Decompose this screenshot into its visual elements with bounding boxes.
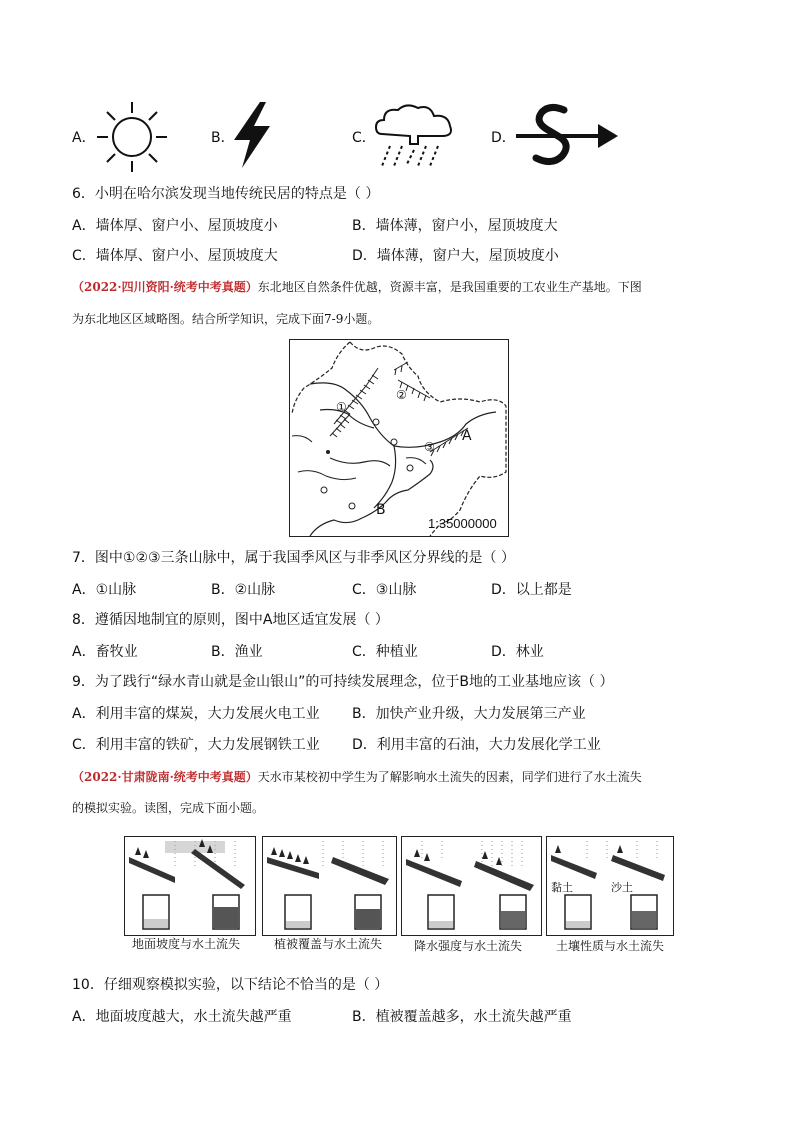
slope-experiment-drawing — [125, 837, 255, 935]
q8-stem: 8．遵循因地制宜的原则，图中A地区适宜发展（ ） — [72, 612, 389, 628]
soil-label-sand: 沙土 — [611, 881, 633, 894]
experiment-panel-rainfall — [401, 836, 542, 936]
intro1-line2: 为东北地区区域略图。结合所学知识，完成下面7-9小题。 — [72, 312, 380, 326]
caption-slope: 地面坡度与水土流失 — [132, 937, 241, 951]
intro2-text1: 天水市某校初中学生为了解影响水土流失的因素，同学们进行了水土流失 — [257, 770, 642, 784]
q6-option-b[interactable]: B．墙体薄，窗户小，屋顶坡度大 — [352, 218, 558, 234]
q7-option-c[interactable]: C．③山脉 — [352, 582, 417, 598]
q9-option-d[interactable]: D．利用丰富的石油，大力发展化学工业 — [352, 737, 601, 753]
symbol-label-c: C． — [352, 130, 376, 146]
rain-cloud-icon — [372, 100, 466, 170]
caption-vegetation: 植被覆盖与水土流失 — [274, 937, 383, 951]
map-marker-1: ① — [336, 400, 347, 414]
q7-option-a[interactable]: A．①山脉 — [72, 582, 137, 598]
experiment-panel-soil — [546, 836, 674, 936]
experiment-panel-vegetation — [262, 836, 397, 936]
q8-option-b[interactable]: B．渔业 — [211, 644, 263, 660]
experiment-panel-slope — [124, 836, 256, 936]
intro2-line2: 的模拟实验。读图，完成下面小题。 — [72, 801, 265, 815]
q8-option-a[interactable]: A．畜牧业 — [72, 644, 138, 660]
map-label-b: B — [376, 502, 386, 518]
caption-rainfall: 降水强度与水土流失 — [414, 939, 523, 953]
q6-option-d[interactable]: D．墙体薄，窗户大，屋顶坡度小 — [352, 248, 559, 264]
sandstorm-icon — [514, 100, 620, 172]
intro1-text1: 东北地区自然条件优越，资源丰富，是我国重要的工农业生产基地。下图 — [257, 280, 642, 294]
sun-icon — [92, 98, 172, 176]
intro2-source: （2022·甘肃陇南·统考中考真题） — [72, 770, 258, 784]
rainfall-experiment-drawing — [402, 837, 541, 935]
intro2-line1 — [72, 767, 642, 787]
vegetation-experiment-drawing — [263, 837, 396, 935]
q9-option-a[interactable]: A．利用丰富的煤炭，大力发展火电工业 — [72, 706, 320, 722]
q10-option-b[interactable]: B．植被覆盖越多，水土流失越严重 — [352, 1009, 572, 1025]
map-marker-3: ③ — [424, 440, 435, 454]
q8-option-c[interactable]: C．种植业 — [352, 644, 418, 660]
soil-label-clay: 黏土 — [551, 881, 573, 894]
map-scale: 1:35000000 — [428, 516, 497, 531]
symbol-label-a: A． — [72, 130, 96, 146]
intro1-line1 — [72, 277, 642, 297]
intro1-source: （2022·四川资阳·统考中考真题） — [72, 280, 258, 294]
q9-option-b[interactable]: B．加快产业升级，大力发展第三产业 — [352, 706, 586, 722]
q9-option-c[interactable]: C．利用丰富的铁矿，大力发展钢铁工业 — [72, 737, 320, 753]
map-label-a: A — [462, 428, 472, 444]
q7-option-d[interactable]: D．以上都是 — [491, 582, 572, 598]
q10-option-a[interactable]: A．地面坡度越大，水土流失越严重 — [72, 1009, 292, 1025]
q6-option-c[interactable]: C．墙体厚、窗户小、屋顶坡度大 — [72, 248, 278, 264]
q7-stem: 7．图中①②③三条山脉中，属于我国季风区与非季风区分界线的是（ ） — [72, 550, 516, 566]
caption-soil: 土壤性质与水土流失 — [556, 939, 665, 953]
symbol-label-b: B． — [211, 130, 235, 146]
q8-option-d[interactable]: D．林业 — [491, 644, 544, 660]
q10-stem: 10．仔细观察模拟实验，以下结论不恰当的是（ ） — [72, 977, 389, 993]
northeast-china-map — [289, 339, 509, 537]
map-drawing — [290, 340, 508, 536]
lightning-icon — [230, 100, 274, 170]
symbol-label-d: D． — [491, 130, 516, 146]
q7-option-b[interactable]: B．②山脉 — [211, 582, 276, 598]
q6-option-a[interactable]: A．墙体厚、窗户小、屋顶坡度小 — [72, 218, 278, 234]
q6-stem: 6．小明在哈尔滨发现当地传统民居的特点是（ ） — [72, 186, 380, 202]
q9-stem: 9．为了践行“绿水青山就是金山银山”的可持续发展理念，位于B地的工业基地应该（ ） — [72, 674, 614, 690]
map-marker-2: ② — [396, 388, 407, 402]
